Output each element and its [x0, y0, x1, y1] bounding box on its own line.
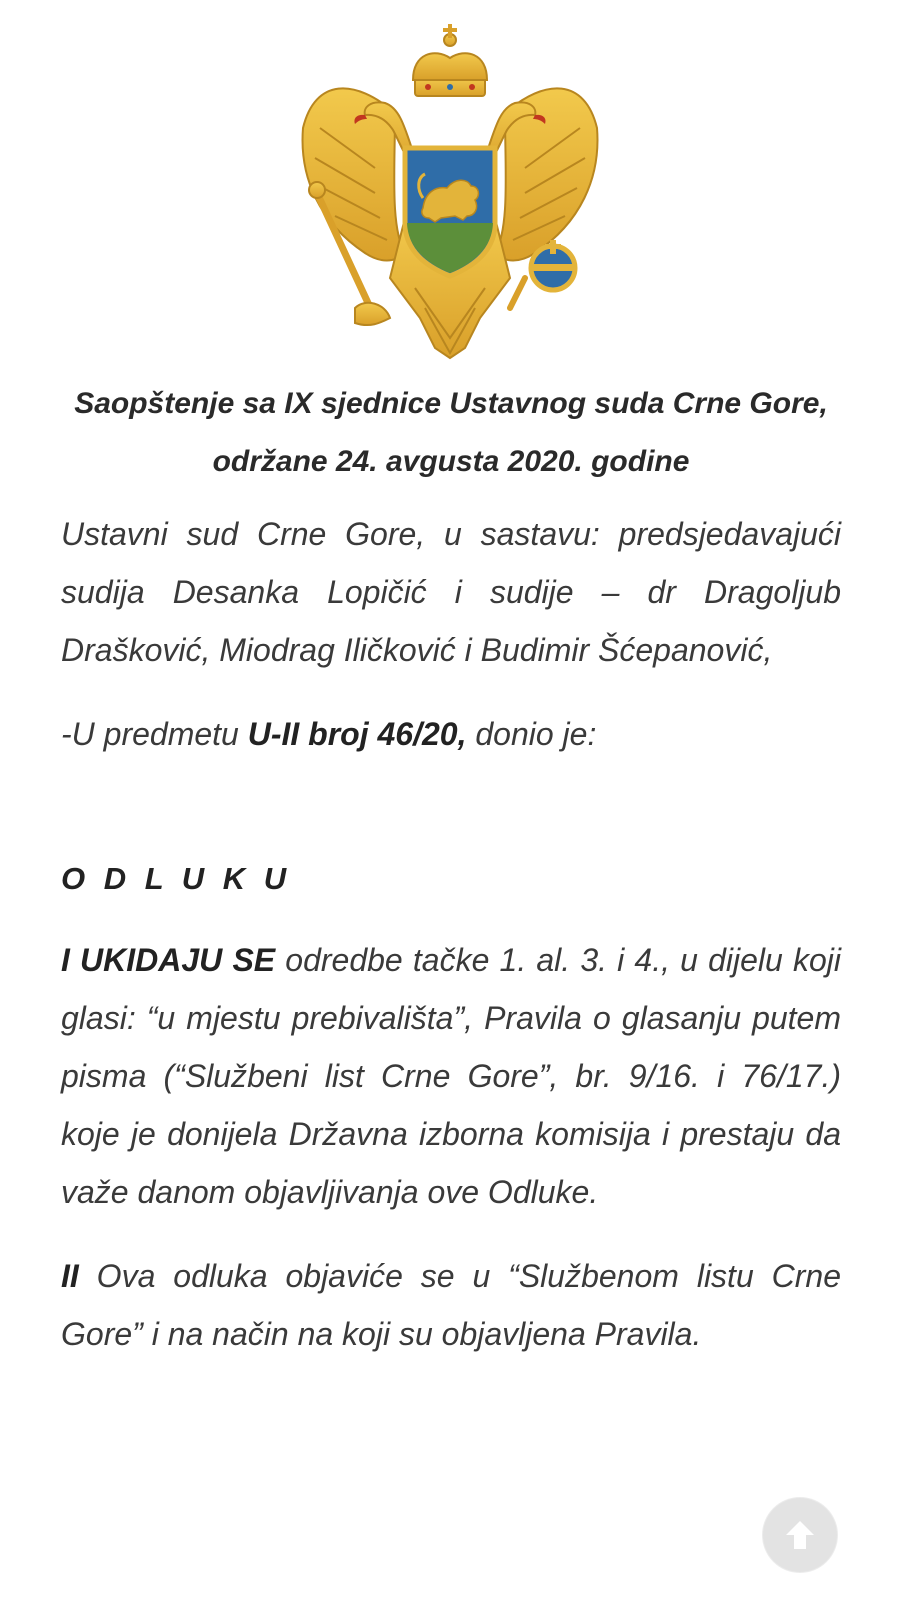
page-title: Saopštenje sa IX sjednice Ustavnog suda Crne Gore, održane 24. avgusta 2020. godine [74, 387, 828, 478]
point-2-text: Ova odluka objaviće se u “Službenom listu Crne Gore” i na način na koji su objavljena Pravila. [61, 1258, 841, 1352]
case-paragraph [61, 705, 841, 763]
arrow-up-icon [780, 1515, 820, 1555]
case-number: U-II broj 46/20, [247, 716, 467, 752]
decision-point-1 [61, 931, 841, 1221]
coat-of-arms [295, 18, 605, 363]
case-prefix: -U predmetu [61, 716, 248, 752]
article [61, 375, 841, 1389]
point-2-label: II [61, 1258, 79, 1294]
decision-point-2 [61, 1247, 841, 1363]
coat-of-arms-icon [295, 18, 605, 363]
scroll-to-top-button[interactable] [763, 1498, 837, 1572]
intro-paragraph: Ustavni sud Crne Gore, u sastavu: predsjedavajući sudija Desanka Lopičić i sudije – dr Dragoljub Drašković, Miodrag Iličković i Budimir Šćepanović, [61, 516, 841, 668]
decision-heading: O D L U K U [61, 861, 292, 896]
point-1-label: I UKIDAJU SE [61, 942, 276, 978]
point-1-text: odredbe tačke 1. al. 3. i 4., u dijelu koji glasi: “u mjestu prebivališta”, Pravila o glasanju putem pisma (“Službeni list Crne Gore”, br. 9/16. i 76/17.) koje je donijela Državna izborna komisija i prestaju da važe danom objavljivanja ove Odluke. [61, 942, 841, 1210]
case-suffix: donio je: [466, 716, 597, 752]
